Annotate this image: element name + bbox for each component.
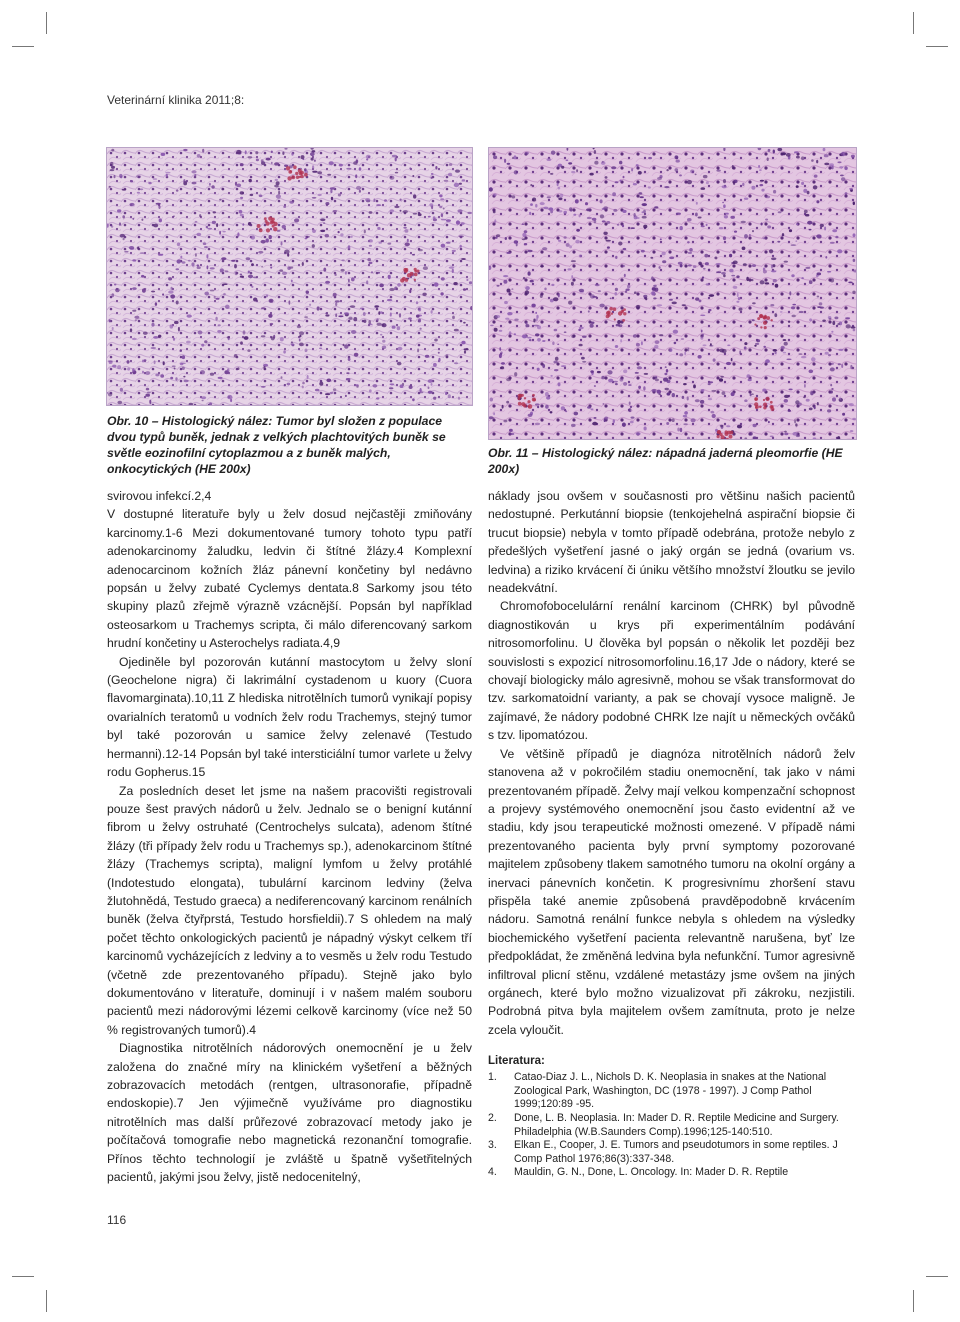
literature-heading: Literatura: [488, 1055, 545, 1068]
right-text-column [488, 487, 855, 1180]
reference-text: Done, L. B. Neoplasia. In: Mader D. R. Reptile Medicine and Surgery. Philadelphia (W.B.Saunders Comp).1996;125-140:510. [514, 1111, 839, 1138]
crop-mark [926, 46, 948, 47]
histology-image-fig10 [106, 147, 473, 406]
reference-number: 1. [488, 1071, 497, 1084]
figure-caption-fig10: Obr. 10 – Histologický nález: Tumor byl složen z populace dvou typů buněk, jednak z velkých plachtovitých buněk se světle eozinofilní cytoplazmou a z buněk malých, onkocytických (HE 200x) [107, 414, 446, 476]
reference-list [488, 1071, 855, 1180]
reference-item [488, 1139, 855, 1166]
paragraph: Ojediněle byl pozorován kutánní mastocytom u želvy sloní (Geochelone nigra) či lakrimální cystadenom u kuory (Cuora flavomarginata).10,11 Z hlediska nitrotělních tumorů vynikají popisy ovarialních teratomů u vodních želv rodu Trachemys, stejný tumor byl také pozorován u samice želvy zelenavé (Testudo hermanni).12-14 Popsán byl také intersticiální tumor varlete u želvy rodu Gopherus.15 [107, 654, 472, 780]
reference-number: 3. [488, 1139, 497, 1152]
histology-image-fig11 [488, 147, 857, 440]
crop-mark [12, 46, 34, 47]
figure-caption-fig11: Obr. 11 – Histologický nález: nápadná jaderná pleomorfie (HE 200x) [488, 446, 843, 476]
reference-item [488, 1071, 855, 1112]
crop-mark [926, 1276, 948, 1277]
paragraph: Chromofobocelulární renální karcinom (CHRK) byl původně diagnostikován u krys při experimentálním podávání nitrosomorfolinu. U člověka byl popsán o několik let později bez souvislosti s expozicí nitrosomorfolinu.16,17 Jde o nádory, které se chovají biologicky málo agresivně, mohou se však transformovat do tzv. sarkomatoidní varianty, a pak se chovají vysoce maligně. Je zajímavé, že nádory podobné CHRK lze najít u německých ovčáků s tzv. lipomatózou. [488, 599, 855, 743]
reference-text: Mauldin, G. N., Done, L. Oncology. In: Mader D. R. Reptile [514, 1166, 789, 1179]
paragraph: Za posledních deset let jsme na našem pracovišti registrovali pouze šest pravých nádorů u želv. Jednalo se o benigní kutánní fibrom u želvy ostruhaté (Centrochelys sulcata), adenom štítné žlázy (tři případy želv rodu u Trachemys sp.), adenokarcinom štítné žlázy (Trachemys scripta), maligní lymfom u želvy protáhlé (Indotestudo elongata), tubulární karcinom ledviny (želva žlutohnědá, Testudo graeca) a nediferencovaný karcinom renálních buněk (želva čtyřprstá, Testudo horsfieldii).7 S ohledem na malý počet těchto onkologických pacientů je nápadný výskyt celkem tří karcinomů vycházejících z ledviny a to vesměs u želv rodu Testudo (včetně zde prezentovaného případu). Stejně jako bylo dokumentováno v literatuře, dominují i v našem malém souboru pacientů mezi nádorovými lézemi celkově karcinomy (více než 50 % registrovaných tumorů).4 [107, 783, 472, 1037]
paragraph: náklady jsou ovšem v současnosti pro většinu našich pacientů nedostupné. Perkutánní biopsie (tenkojehelná aspirační biopsie či trucut biopsie) nebyla v tomto případě odebrána, protože nebylo z předešlých vyšetření jasné o jaký orgán se jedná (ovarium vs. ledvina) a riziko krvácení či úniku většího množství žloutku se jevilo neadekvátní. [488, 489, 855, 596]
crop-mark [46, 1290, 47, 1312]
paragraph: Ve většině případů je diagnóza nitrotělních nádorů želv stanovena až v pokročilém stadiu onemocnění, tak jako v námi prezentovaném případě. Želvy mají velkou kompenzační schopnost a projevy systémového onemocnění jsou často evidentní až ve stadiu, kdy jsou terapeutické možnosti omezené. V případě námi prezentovaného pacienta byly první symptomy pozorované majitelem způsobeny tlakem samotného tumoru na okolní orgány a inervaci pánevních končetin. K progresivnímu zhoršení stavu přispěla také anemie způsobená pravděpodobně krvácením nádoru. Samotná renální funkce nebyla s ohledem na výsledky biochemického vyšetření pacienta relevantně narušena, byť lze předpokládat, že změněná ledvina byla nefunkční. Tumor agresivně infiltroval plicní stěnu, vzdálené metastázy jsme ovšem na jiných orgánech, které bylo možno vizualizovat při zákroku, nezjistili. Podrobná pitva byla majitelem ovšem zamítnuta, proto je nelze zcela vyloučit. [488, 746, 855, 1037]
crop-mark [913, 12, 914, 34]
reference-text: Elkan E., Cooper, J. E. Tumors and pseudotumors in some reptiles. J Comp Pathol 1976;86(3):337-348. [514, 1139, 838, 1165]
reference-number: 4. [488, 1166, 497, 1179]
crop-mark [46, 12, 47, 34]
paragraph: V dostupné literatuře byly u želv dosud nejčastěji zmiňovány karcinomy.1-6 Mezi dokumentované tumory tohoto typu patří adenokarcinomy žaludku, ledvin či štítné žlázy.4 Komplexní adenocarcinom kožních žláz pánevní končetiny byl nedávno popsán u želvy zubaté Cyclemys dentata.8 Sarkomy jsou této skupiny plazů zřejmě výrazně vzácnější. Popsán byl například osteosarkom u Trachemys scripta, či málo diferencovaný sarkom hrudní končetiny u Asterochelys radiata.4,9 [107, 507, 472, 651]
reference-text: Catao-Diaz J. L., Nichols D. K. Neoplasia in snakes at the National Zoological Park, Washington, DC (1978 - 1997). J Comp Pathol 1999;120:89 -95. [514, 1071, 827, 1111]
reference-item [488, 1112, 855, 1139]
running-head: Veterinární klinika 2011;8: [107, 93, 245, 107]
reference-item [488, 1166, 855, 1180]
crop-mark [913, 1290, 914, 1312]
reference-number: 2. [488, 1111, 497, 1124]
left-text-column [107, 487, 472, 1186]
crop-mark [12, 1276, 34, 1277]
paragraph: svirovou infekcí.2,4 [107, 489, 212, 503]
paragraph: Diagnostika nitrotělních nádorových onemocnění je u želv založena do značné míry na klinickém vyšetření a běžných zobrazovacích metodách (rentgen, ultrasonorafie, případně endoskopie).7 Jen výjimečně využíváme pro diagnostiku nitrotělních mas další průřezové zobrazovací metody jako je počítačová tomografie nebo magnetická rezonanční tomografie. Přínos těchto technologií je zvláště u špatně vyšetřitelných pacientů, jakými jsou želvy, jistě nedocenitelný, [107, 1041, 472, 1185]
page-number: 116 [107, 1213, 127, 1227]
